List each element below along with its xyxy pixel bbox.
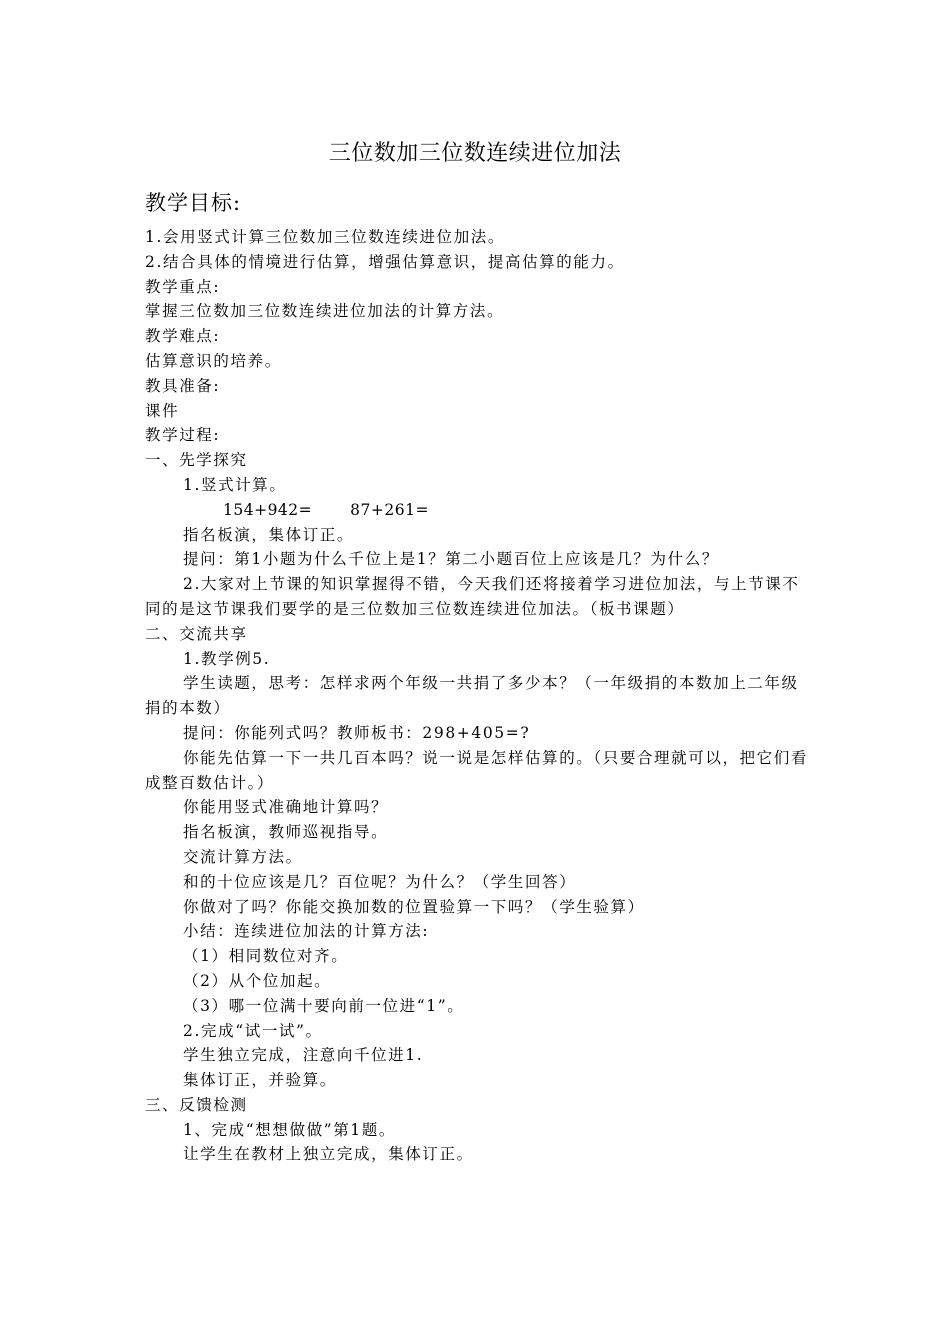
label-process: 教学过程: <box>145 426 221 445</box>
section-3-heading: 三、反馈检测 <box>145 1095 248 1114</box>
paragraph: 和的十位应该是几？百位呢？为什么？（学生回答） <box>183 872 577 891</box>
paragraph: 指名板演，集体订正。 <box>183 525 355 544</box>
materials-text: 课件 <box>145 401 180 420</box>
paragraph: 提问：第1小题为什么千位上是1？第二小题百位上应该是几？为什么？ <box>183 550 719 569</box>
paragraph: 交流计算方法。 <box>183 847 303 866</box>
paragraph: 让学生在教材上独立完成，集体订正。 <box>183 1145 474 1164</box>
objective-1: 1.会用竖式计算三位数加三位数连续进位加法。 <box>145 228 505 246</box>
paragraph: 你做对了吗？你能交换加数的位置验算一下吗？（学生验算） <box>183 897 645 916</box>
objective-2: 2.结合具体的情境进行估算，增强估算意识，提高估算的能力。 <box>145 252 625 271</box>
paragraph: 2.大家对上节课的知识掌握得不错，今天我们还将接着学习进位加法，与上节课不同的是这节课我们要学的是三位数加三位数连续进位加法。（板书课题） <box>145 575 800 618</box>
document-body <box>145 225 815 1167</box>
difficulties-text: 估算意识的培养。 <box>145 351 282 370</box>
equation-1: 154+942= <box>223 500 313 519</box>
paragraph: 你能用竖式准确地计算吗？ <box>183 798 389 817</box>
section-heading-objectives: 教学目标: <box>145 191 242 215</box>
paragraph: 2.完成“试一试”。 <box>183 1021 323 1040</box>
equation-2: 87+261= <box>350 500 429 519</box>
paragraph: 集体订正，并验算。 <box>183 1071 337 1090</box>
paragraph: 提问：你能列式吗？教师板书：298+405=? <box>183 723 531 742</box>
paragraph: 指名板演，教师巡视指导。 <box>183 823 389 842</box>
key-points-text: 掌握三位数加三位数连续进位加法的计算方法。 <box>145 302 505 321</box>
section-1-heading: 一、先学探究 <box>145 451 248 470</box>
paragraph: 1.竖式计算。 <box>183 475 287 494</box>
paragraph: 你能先估算一下一共几百本吗？说一说是怎样估算的。（只要合理就可以，把它们看成整百数估计。） <box>145 748 808 792</box>
label-key-points: 教学重点: <box>145 277 221 296</box>
list-item: （1）相同数位对齐。 <box>183 947 349 966</box>
label-difficulties: 教学难点: <box>145 327 221 346</box>
paragraph: 学生读题，思考：怎样求两个年级一共捐了多少本？（一年级捐的本数加上二年级捐的本数） <box>145 674 799 718</box>
document-title: 三位数加三位数连续进位加法 <box>328 141 622 166</box>
paragraph: 1.教学例5. <box>183 649 271 668</box>
equations-line <box>145 498 815 523</box>
label-materials: 教具准备: <box>145 376 221 395</box>
list-item: （2）从个位加起。 <box>183 971 332 990</box>
section-2-heading: 二、交流共享 <box>145 624 248 643</box>
list-item: （3）哪一位满十要向前一位进“1”。 <box>183 996 465 1015</box>
paragraph: 小结：连续进位加法的计算方法: <box>183 922 430 941</box>
paragraph: 1、完成“想想做做”第1题。 <box>183 1120 396 1139</box>
paragraph: 学生独立完成，注意向千位进1. <box>183 1046 424 1065</box>
